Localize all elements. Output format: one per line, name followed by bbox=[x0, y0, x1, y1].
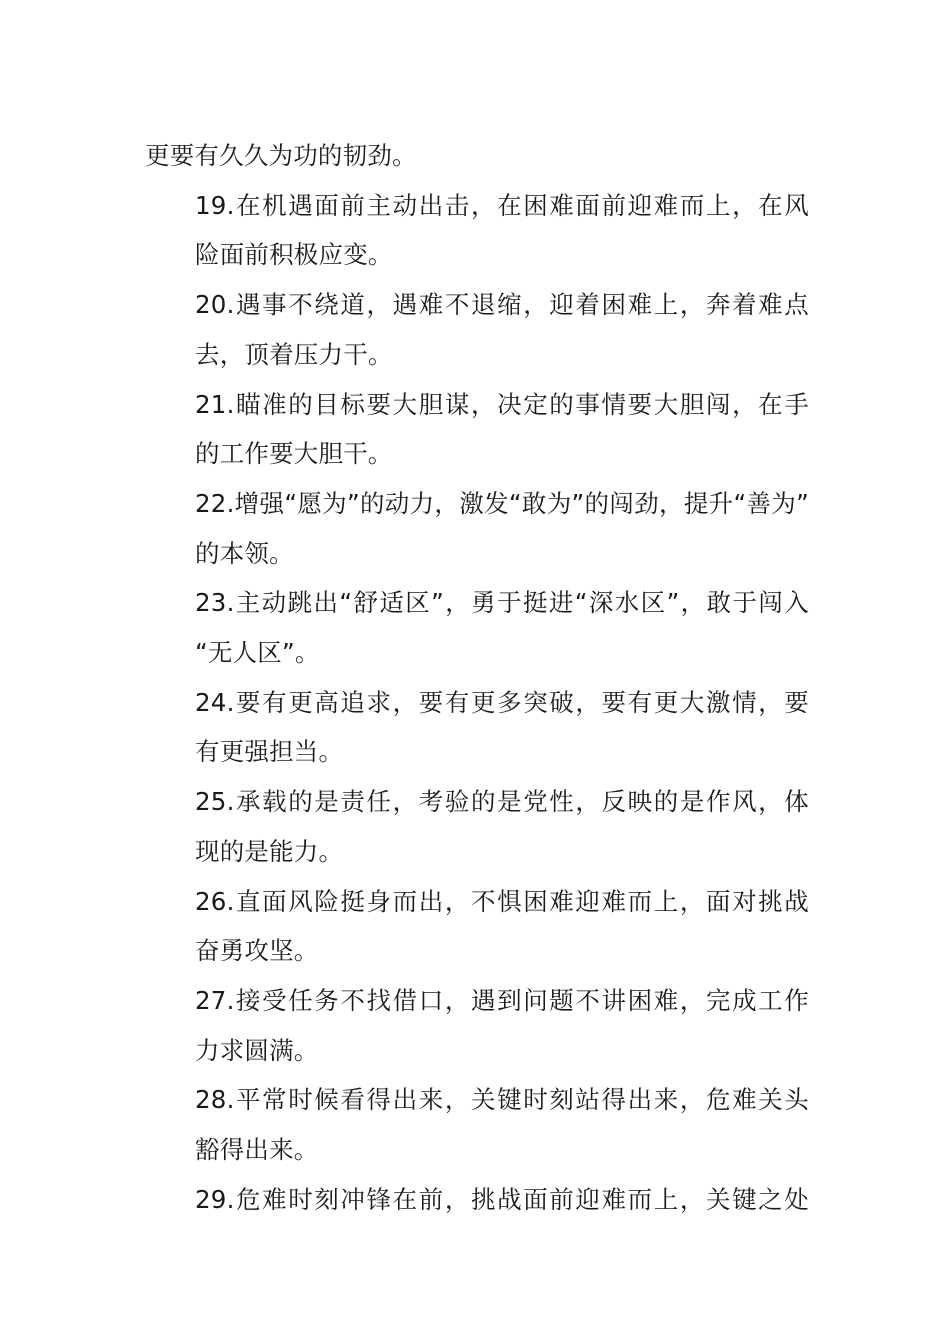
text-line: 27.接受任务不找借口，遇到问题不讲困难，完成工作 bbox=[195, 985, 809, 1015]
text-line: 28.平常时候看得出来，关键时刻站得出来，危难关头 bbox=[195, 1085, 809, 1115]
paragraph-item-29 bbox=[145, 1175, 809, 1225]
text-line: 力求圆满。 bbox=[195, 1035, 319, 1065]
text-line: 有更强担当。 bbox=[195, 737, 344, 767]
paragraph-item-23 bbox=[145, 578, 809, 677]
paragraph bbox=[145, 131, 809, 181]
paragraph-item-26 bbox=[145, 877, 809, 976]
paragraph-item-20 bbox=[145, 280, 809, 379]
text-line: 25.承载的是责任，考验的是党性，反映的是作风，体 bbox=[195, 787, 809, 817]
text-line: 奋勇攻坚。 bbox=[195, 936, 319, 966]
text-line: 21.瞄准的目标要大胆谋，决定的事情要大胆闯，在手 bbox=[195, 389, 809, 419]
paragraph-item-27 bbox=[145, 976, 809, 1075]
text-line: “无人区”。 bbox=[195, 638, 320, 668]
text-line: 20.遇事不绕道，遇难不退缩，迎着困难上，奔着难点 bbox=[195, 290, 809, 320]
text-line: 险面前积极应变。 bbox=[195, 240, 393, 270]
text-line: 的工作要大胆干。 bbox=[195, 439, 393, 469]
paragraph-item-28 bbox=[145, 1075, 809, 1174]
paragraph-item-19 bbox=[145, 181, 809, 280]
paragraph-item-22 bbox=[145, 479, 809, 578]
text-line: 去，顶着压力干。 bbox=[195, 339, 393, 369]
text-line: 26.直面风险挺身而出，不惧困难迎难而上，面对挑战 bbox=[195, 886, 809, 916]
text-line: 豁得出来。 bbox=[195, 1135, 319, 1165]
text-line: 29.危难时刻冲锋在前，挑战面前迎难而上，关键之处 bbox=[195, 1184, 809, 1214]
paragraph-item-21 bbox=[145, 380, 809, 479]
document-body bbox=[145, 131, 809, 1224]
text-line: 19.在机遇面前主动出击，在困难面前迎难而上，在风 bbox=[195, 190, 809, 220]
text-line: 更要有久久为功的韧劲。 bbox=[145, 141, 417, 170]
paragraph-item-25 bbox=[145, 777, 809, 876]
text-line: 22.增强“愿为”的动力，激发“敢为”的闯劲，提升“善为” bbox=[195, 488, 809, 518]
text-line: 23.主动跳出“舒适区”，勇于挺进“深水区”，敢于闯入 bbox=[195, 588, 809, 618]
paragraph-item-24 bbox=[145, 678, 809, 777]
text-line: 现的是能力。 bbox=[195, 836, 344, 866]
text-line: 的本领。 bbox=[195, 538, 294, 568]
text-line: 24.要有更高追求，要有更多突破，要有更大激情，要 bbox=[195, 687, 809, 717]
